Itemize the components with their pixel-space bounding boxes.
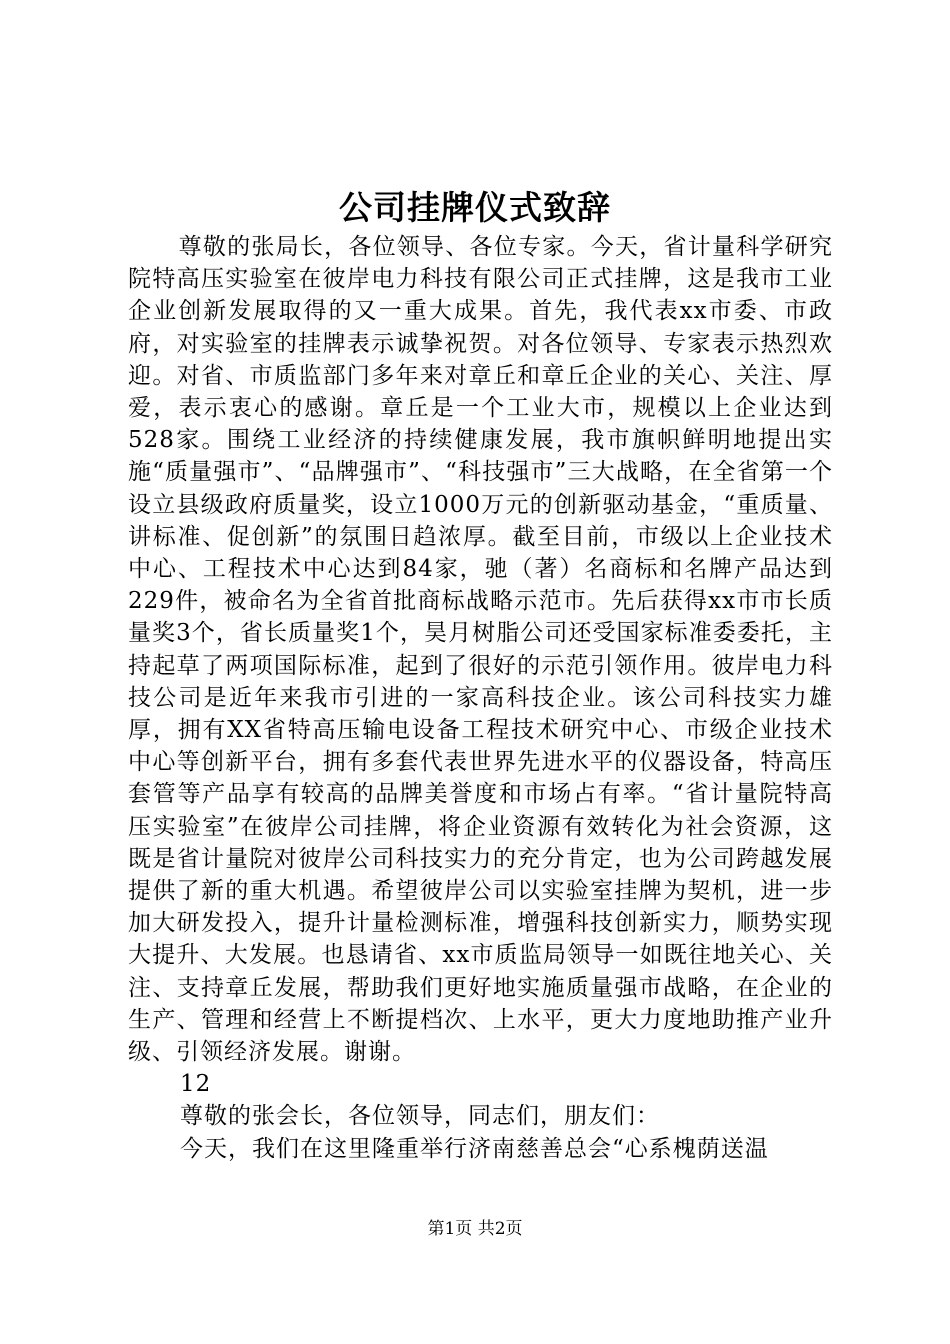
speech-paragraph-1: 尊敬的张局长，各位领导、各位专家。今天，省计量科学研究院特高压实验室在彼岸电力科技有限公司正式挂牌，这是我市工业企业创新发展取得的又一重大成果。首先，我代表xx市委、市政府，对实验室的挂牌表示诚挚祝贺。对各位领导、专家表示热烈欢迎。对省、市质监部门多年来对章丘和章丘企业的关心、关注、厚爱，表示衷心的感谢。章丘是一个工业大市，规模以上企业达到528家。围绕工业经济的持续健康发展，我市旗帜鲜明地提出实施“质量强市”、“品牌强市”、“科技强市”三大战略，在全省第一个设立县级政府质量奖，设立1000万元的创新驱动基金，“重质量、讲标准、促创新”的氛围日趋浓厚。截至目前，市级以上企业技术中心、工程技术中心达到84家，驰（著）名商标和名牌产品达到229件，被命名为全省首批商标战略示范市。先后获得xx市市长质量奖3个，省长质量奖1个，昊月树脂公司还受国家标准委委托，主持起草了两项国际标准，起到了很好的示范引领作用。彼岸电力科技公司是近年来我市引进的一家高科技企业。该公司科技实力雄厚，拥有XX省特高压输电设备工程技术研究中心、市级企业技术中心等创新平台，拥有多套代表世界先进水平的仪器设备，特高压套管等产品享有较高的品牌美誉度和市场占有率。“省计量院特高压实验室”在彼岸公司挂牌，将企业资源有效转化为社会资源，这既是省计量院对彼岸公司科技实力的充分肯定，也为公司跨越发展提供了新的重大机遇。希望彼岸公司以实验室挂牌为契机，进一步加大研发投入，提升计量检测标准，增强科技创新实力，顺势实现大提升、大发展。也恳请省、xx市质监局领导一如既往地关心、关注、支持章丘发展，帮助我们更好地实施质量强市战略，在企业的生产、管理和经营上不断提档次、上水平，更大力度地助推产业升级、引领经济发展。谢谢。 [128,234,833,1066]
number-line: 12 [180,1071,212,1098]
document-title: 公司挂牌仪式致辞 [339,188,611,227]
speech-paragraph-2: 今天，我们在这里隆重举行济南慈善总会“心系槐荫送温 [180,1135,769,1162]
salutation-line: 尊敬的张会长，各位领导，同志们，朋友们： [180,1103,660,1130]
document-body [128,231,833,1165]
page-footer: 第1页 共2页 [427,1219,523,1239]
